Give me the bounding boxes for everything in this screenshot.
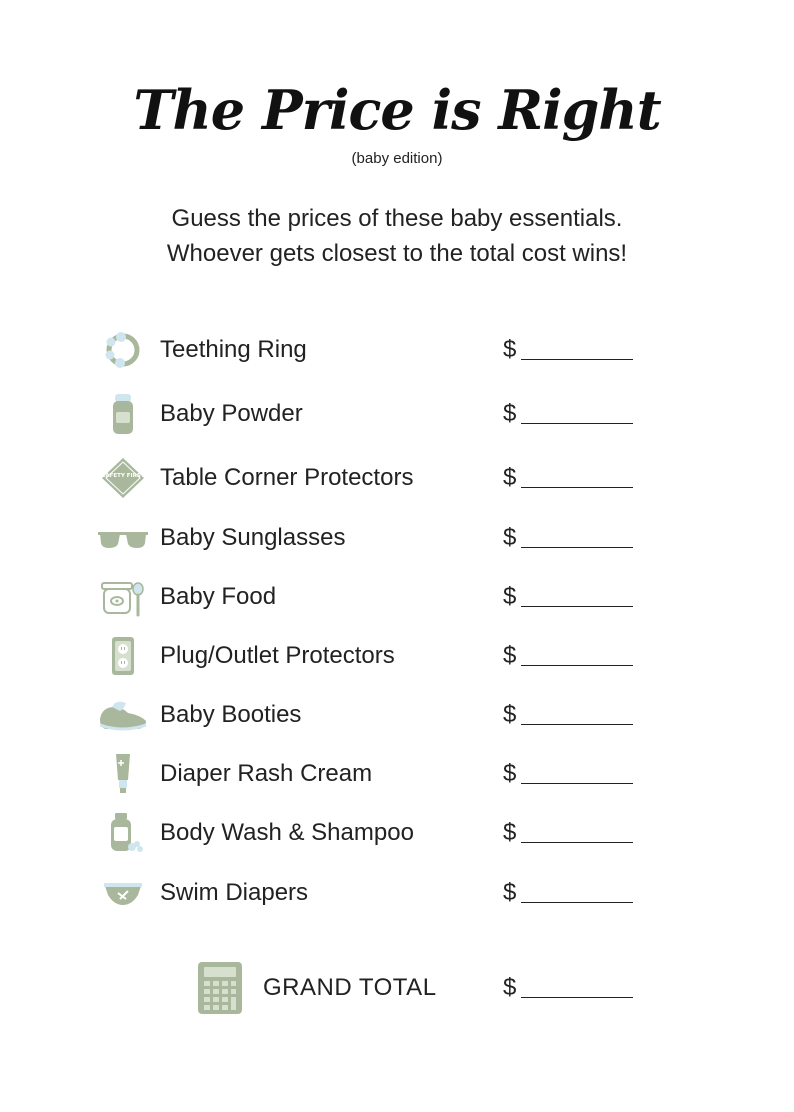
price-blank-line[interactable] [521, 665, 633, 666]
item-label: Baby Food [160, 583, 277, 610]
grand-total-label: GRAND TOTAL [263, 974, 437, 1001]
calculator-icon [196, 960, 244, 1016]
grand-total-blank-line[interactable] [521, 997, 633, 998]
grand-total-row [0, 958, 794, 1018]
baby-powder-icon [96, 394, 150, 434]
dollar-sign: $ [503, 400, 517, 427]
price-blank-line[interactable] [521, 783, 633, 784]
page-title: The Price is Right [133, 78, 661, 142]
dollar-sign: $ [503, 642, 517, 669]
dollar-sign: $ [503, 974, 517, 1001]
instructions-line-1: Guess the prices of these baby essentials. [171, 205, 623, 232]
item-row-baby-sunglasses [0, 513, 794, 563]
item-row-table-corner-protectors [0, 453, 794, 503]
item-label: Teething Ring [160, 336, 307, 363]
outlet-icon [96, 636, 150, 676]
item-label: Plug/Outlet Protectors [160, 642, 395, 669]
item-row-plug-outlet-protectors [0, 631, 794, 681]
item-label: Baby Sunglasses [160, 524, 346, 551]
item-label: Swim Diapers [160, 879, 309, 906]
dollar-sign: $ [503, 819, 517, 846]
safety-text: SAFETY FIRST [101, 473, 145, 479]
body-wash-icon [96, 813, 150, 853]
price-blank-line[interactable] [521, 902, 633, 903]
price-blank-line[interactable] [521, 423, 633, 424]
price-blank-line[interactable] [521, 487, 633, 488]
price-blank-line[interactable] [521, 359, 633, 360]
dollar-sign: $ [503, 879, 517, 906]
item-row-baby-food [0, 572, 794, 622]
item-row-baby-booties [0, 690, 794, 740]
item-row-diaper-rash-cream [0, 749, 794, 799]
dollar-sign: $ [503, 464, 517, 491]
dollar-sign: $ [503, 336, 517, 363]
item-row-baby-powder [0, 389, 794, 439]
item-row-body-wash-shampoo [0, 808, 794, 858]
page-subtitle: (baby edition) [351, 150, 443, 167]
item-label: Body Wash & Shampoo [160, 819, 414, 846]
item-label: Table Corner Protectors [160, 464, 414, 491]
baby-food-icon [96, 577, 150, 617]
swim-diaper-icon [96, 873, 150, 913]
price-blank-line[interactable] [521, 606, 633, 607]
teething-ring-icon [96, 330, 150, 370]
item-row-swim-diapers [0, 868, 794, 918]
safety-first-icon [96, 458, 150, 498]
price-blank-line[interactable] [521, 547, 633, 548]
price-blank-line[interactable] [521, 724, 633, 725]
item-row-teething-ring [0, 325, 794, 375]
dollar-sign: $ [503, 524, 517, 551]
item-label: Baby Powder [160, 400, 303, 427]
sunglasses-icon [96, 518, 150, 558]
dollar-sign: $ [503, 760, 517, 787]
cream-tube-icon [96, 754, 150, 794]
booties-icon [96, 695, 150, 735]
dollar-sign: $ [503, 583, 517, 610]
price-blank-line[interactable] [521, 842, 633, 843]
item-label: Diaper Rash Cream [160, 760, 373, 787]
instructions-line-2: Whoever gets closest to the total cost wins! [166, 240, 628, 267]
dollar-sign: $ [503, 701, 517, 728]
item-label: Baby Booties [160, 701, 302, 728]
